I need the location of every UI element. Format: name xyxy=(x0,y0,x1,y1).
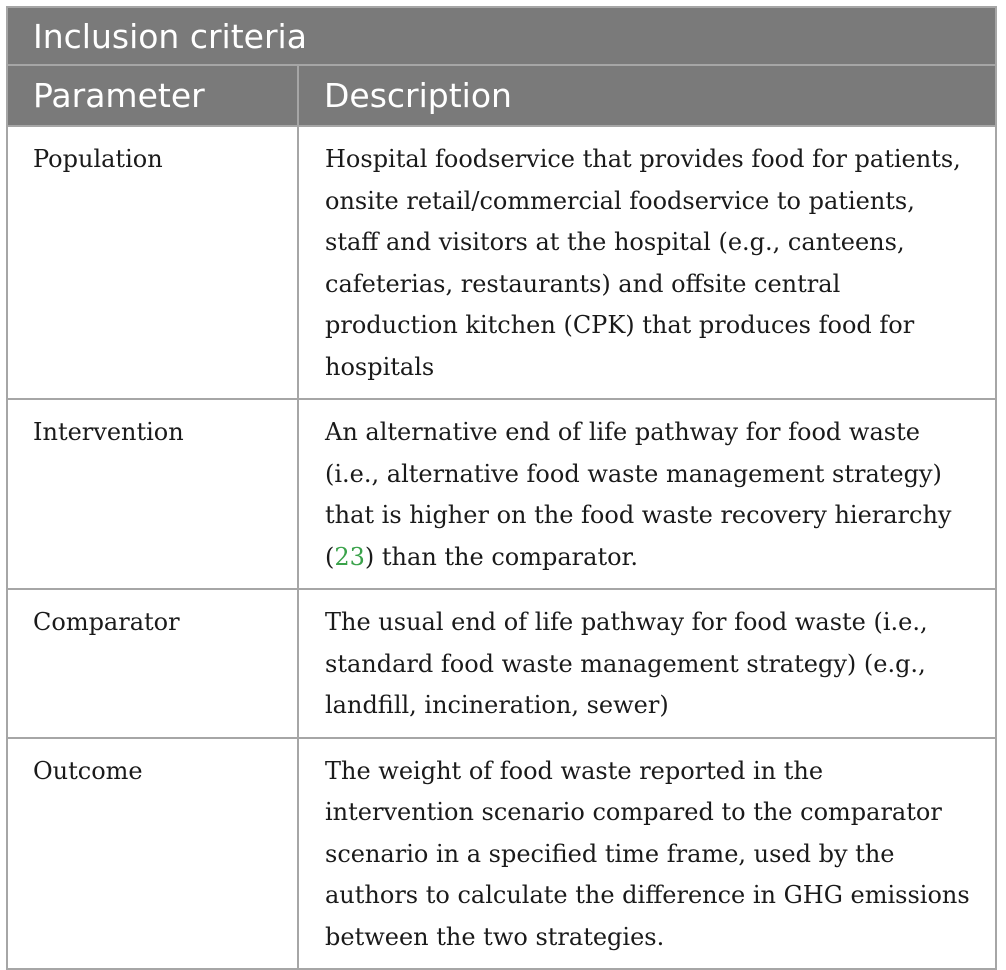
row-description: The usual end of life pathway for food waste (i.e., standard food waste management strategy) (e.g., landfill, incineration, sewer) xyxy=(298,589,995,738)
row-description: Hospital foodservice that provides food for patients, onsite retail/commercial foodservice to patients, staff and visitors at the hospital (e.g., canteens, cafeterias, restaurants) and offsite central production kitchen (CPK) that produces food for hospitals xyxy=(298,126,995,399)
row-description xyxy=(298,399,995,589)
row-parameter: Outcome xyxy=(8,738,298,969)
row-parameter: Intervention xyxy=(8,399,298,589)
table-title: Inclusion criteria xyxy=(8,8,995,66)
table-row xyxy=(8,399,995,589)
table-row xyxy=(8,126,995,399)
row-parameter: Population xyxy=(8,126,298,399)
citation-link[interactable]: 23 xyxy=(334,542,365,571)
table-row xyxy=(8,738,995,969)
criteria-grid xyxy=(8,66,995,968)
inclusion-criteria-table xyxy=(6,6,997,970)
row-description: The weight of food waste reported in the intervention scenario compared to the comparator scenario in a specified time frame, used by the authors to calculate the difference in GHG emissions between the two strategies. xyxy=(298,738,995,969)
table-row xyxy=(8,589,995,738)
row-parameter: Comparator xyxy=(8,589,298,738)
header-row xyxy=(8,66,995,126)
description-text: An alternative end of life pathway for food waste (i.e., alternative food waste management strategy) that is higher on the food waste recovery hierarchy ( xyxy=(325,418,952,571)
header-parameter: Parameter xyxy=(8,66,298,126)
header-description: Description xyxy=(298,66,995,126)
description-text: ) than the comparator. xyxy=(364,542,639,571)
